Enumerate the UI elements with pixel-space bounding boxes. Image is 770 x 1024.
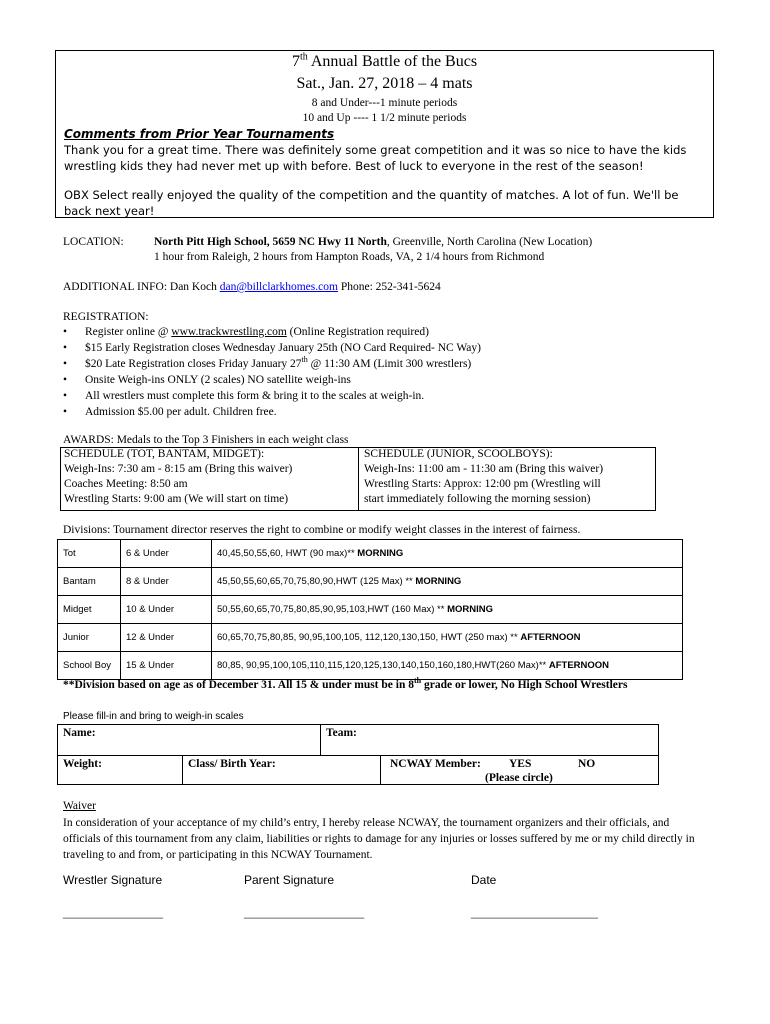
ncway-member-label: NCWAY Member: — [390, 758, 481, 770]
list-item: • All wrestlers must complete this form & bring it to the scales at weigh-in. — [63, 390, 425, 402]
division-age: 10 & Under — [121, 596, 212, 624]
date-line[interactable]: ___________________ — [471, 905, 598, 919]
schedule-left-line: SCHEDULE (TOT, BANTAM, MIDGET): — [64, 448, 265, 460]
division-age: 6 & Under — [121, 540, 212, 568]
awards-note: AWARDS: Medals to the Top 3 Finishers in each weight class — [63, 434, 349, 446]
table-row — [58, 540, 683, 568]
schedule-right-line: Wrestling Starts: Approx: 12:00 pm (Wrestling will — [364, 478, 601, 490]
division-age: 8 & Under — [121, 568, 212, 596]
registration-list — [63, 326, 481, 422]
division-weights: 60,65,70,75,80,85, 90,95,100,105, 112,120,130,150, HWT (250 max) ** AFTERNOON — [212, 624, 683, 652]
division-age: 12 & Under — [121, 624, 212, 652]
list-item: • Onsite Weigh-ins ONLY (2 scales) NO satellite weigh-ins — [63, 374, 351, 386]
division-name: Junior — [58, 624, 121, 652]
divisions-note: Divisions: Tournament director reserves the right to combine or modify weight classes in the interest of fairness. — [63, 524, 581, 536]
wrestler-form — [57, 724, 659, 785]
table-row — [58, 624, 683, 652]
registration-link[interactable]: www.trackwrestling.com — [171, 326, 287, 338]
email-link[interactable]: dan@billclarkhomes.com — [219, 281, 338, 293]
fill-in-note: Please fill-in and bring to weigh-in scales — [63, 711, 244, 722]
comment-text: Thank you for a great time. There was definitely some great competition and it was so nice to have the kids wrestling kids they had never met up with before. Best of luck to everyone in the rest of the season! — [64, 143, 687, 173]
header-box — [55, 50, 714, 218]
date-label: Date — [471, 873, 497, 887]
event-date: Sat., Jan. 27, 2018 – 4 mats — [296, 75, 473, 92]
comment-text: OBX Select really enjoyed the quality of the competition and the quantity of matches. A lot of fun. We'll be back next year! — [64, 188, 679, 218]
class-birth-year-field[interactable]: Class/ Birth Year: — [188, 758, 276, 770]
division-weights: 80,85, 90,95,100,105,110,115,120,125,130,140,150,160,180,HWT(260 Max)** AFTERNOON — [212, 652, 683, 680]
division-name: Tot — [58, 540, 121, 568]
parent-signature-line[interactable]: __________________ — [244, 905, 365, 919]
waiver-text: In consideration of your acceptance of my child’s entry, I hereby release NCWAY, the tournament organizers and their officials, and officials of this tournament from any claim, liabilities or rights to damage for any injuries or losses suffered by me or my child directly in traveling to and from, or participating in this NCWAY Tournament. — [63, 817, 695, 861]
ncway-no-option[interactable]: NO — [578, 758, 596, 770]
division-name: Midget — [58, 596, 121, 624]
location-distances: 1 hour from Raleigh, 2 hours from Hampton Roads, VA, 2 1/4 hours from Richmond — [154, 251, 545, 263]
name-field[interactable]: Name: — [63, 727, 96, 739]
division-weights: 40,45,50,55,60, HWT (90 max)** MORNING — [212, 540, 683, 568]
schedule-left-line: Weigh-Ins: 7:30 am - 8:15 am (Bring this waiver) — [64, 463, 293, 475]
period-info-10up: 10 and Up ---- 1 1/2 minute periods — [302, 112, 467, 124]
table-row — [58, 568, 683, 596]
form-divider — [58, 755, 658, 756]
division-name: School Boy — [58, 652, 121, 680]
team-field[interactable]: Team: — [326, 727, 357, 739]
schedule-left-line: Wrestling Starts: 9:00 am (We will start on time) — [64, 493, 289, 505]
weight-field[interactable]: Weight: — [63, 758, 102, 770]
division-weights: 50,55,60,65,70,75,80,85,90,95,103,HWT (160 Max) ** MORNING — [212, 596, 683, 624]
schedule-table — [60, 447, 656, 511]
form-divider — [320, 725, 321, 755]
schedule-right-line: Weigh-Ins: 11:00 am - 11:30 am (Bring this waiver) — [364, 463, 604, 475]
additional-info: ADDITIONAL INFO: Dan Koch dan@billclarkhomes.com Phone: 252-341-5624 — [63, 281, 441, 293]
page-title: 7th Annual Battle of the Bucs — [291, 51, 478, 70]
table-row — [58, 652, 683, 680]
form-divider — [182, 755, 183, 784]
wrestler-signature-label: Wrestler Signature — [63, 873, 163, 887]
parent-signature-label: Parent Signature — [244, 873, 335, 887]
period-info-under8: 8 and Under---1 minute periods — [311, 97, 458, 109]
wrestler-signature-line[interactable]: _______________ — [63, 905, 164, 919]
division-name: Bantam — [58, 568, 121, 596]
ncway-yes-option[interactable]: YES — [509, 758, 532, 770]
list-item: • $15 Early Registration closes Wednesday January 25th (NO Card Required- NC Way) — [63, 342, 481, 354]
list-item: • Admission $5.00 per adult. Children free. — [63, 406, 277, 418]
waiver-heading: Waiver — [63, 800, 96, 812]
age-note: **Division based on age as of December 31. All 15 & under must be in 8th grade or lower, No High School Wrestlers — [63, 676, 628, 691]
divisions-table — [57, 539, 683, 680]
schedule-left-line: Coaches Meeting: 8:50 am — [64, 478, 188, 490]
schedule-right-line: SCHEDULE (JUNIOR, SCOOLBOYS): — [364, 448, 553, 460]
schedule-divider — [358, 448, 359, 510]
division-weights: 45,50,55,60,65,70,75,80,90,HWT (125 Max) ** MORNING — [212, 568, 683, 596]
location-venue: North Pitt High School, 5659 NC Hwy 11 North, Greenville, North Carolina (New Location) — [154, 236, 593, 248]
schedule-right-line: start immediately following the morning session) — [364, 493, 591, 505]
form-divider — [380, 755, 381, 784]
list-item: • Register online @ www.trackwrestling.com (Online Registration required) — [63, 326, 429, 338]
circle-note: (Please circle) — [485, 772, 553, 784]
division-age: 15 & Under — [121, 652, 212, 680]
table-row — [58, 596, 683, 624]
location-label: LOCATION: — [63, 236, 124, 248]
registration-heading: REGISTRATION: — [63, 311, 149, 323]
list-item: • $20 Late Registration closes Friday January 27th @ 11:30 AM (Limit 300 wrestlers) — [63, 355, 472, 370]
comments-heading: Comments from Prior Year Tournaments — [64, 127, 335, 141]
